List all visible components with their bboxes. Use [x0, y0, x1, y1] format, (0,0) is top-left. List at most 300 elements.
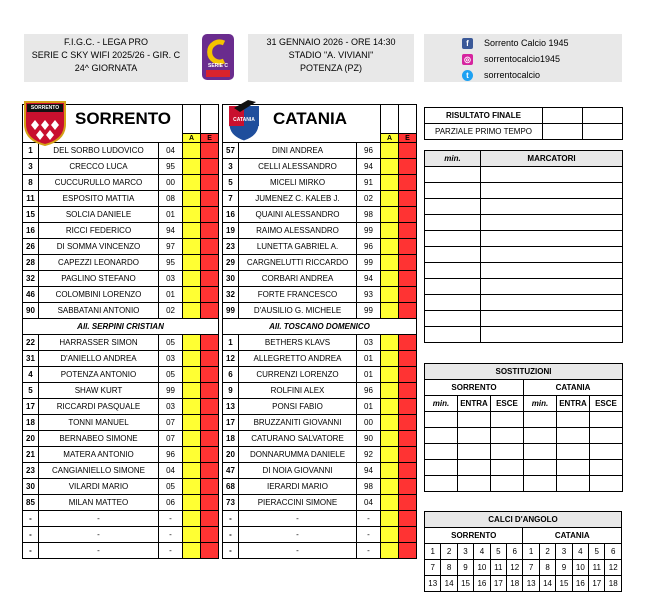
- player-name: TONNI MANUEL: [39, 415, 159, 431]
- red-card-cell[interactable]: [201, 383, 219, 399]
- sub-cell[interactable]: [590, 412, 623, 428]
- home-player-row: [23, 367, 219, 383]
- home-player-row: [23, 447, 219, 463]
- yellow-card-cell[interactable]: [183, 159, 201, 175]
- player-birth-year: 03: [159, 271, 183, 287]
- social-twitter[interactable]: t sorrentocalcio: [462, 67, 622, 83]
- away-corner-cell[interactable]: 7: [523, 560, 539, 576]
- yellow-card-cell[interactable]: [381, 415, 399, 431]
- sub-cell[interactable]: [425, 412, 458, 428]
- away-corner-cell[interactable]: 16: [572, 576, 588, 592]
- scorer-name-cell[interactable]: [481, 167, 623, 183]
- away-corner-cell[interactable]: 12: [605, 560, 622, 576]
- scorer-row: [425, 263, 623, 279]
- player-birth-year: 96: [357, 383, 381, 399]
- player-name: MICELI MIRKO: [239, 175, 357, 191]
- scorer-name-cell[interactable]: [481, 183, 623, 199]
- yellow-card-cell[interactable]: [183, 415, 201, 431]
- player-name: D'AUSILIO G. MICHELE: [239, 303, 357, 319]
- home-corner-cell[interactable]: 12: [507, 560, 523, 576]
- player-number: 31: [23, 351, 39, 367]
- red-card-cell[interactable]: [399, 239, 417, 255]
- home-lineup-table: [22, 104, 219, 559]
- away-player-row: [223, 271, 417, 287]
- red-card-cell[interactable]: [399, 255, 417, 271]
- red-card-cell[interactable]: [201, 159, 219, 175]
- scorer-name-cell[interactable]: [481, 215, 623, 231]
- corners-title: CALCI D'ANGOLO: [425, 512, 622, 528]
- red-card-cell[interactable]: [399, 399, 417, 415]
- yellow-card-cell[interactable]: [183, 495, 201, 511]
- home-corner-cell[interactable]: 16: [474, 576, 490, 592]
- red-card-cell[interactable]: [399, 447, 417, 463]
- yellow-card-cell[interactable]: [381, 143, 399, 159]
- red-card-cell[interactable]: [399, 303, 417, 319]
- player-number: 99: [223, 303, 239, 319]
- yellow-card-cell[interactable]: [183, 383, 201, 399]
- player-number: 73: [223, 495, 239, 511]
- red-card-cell[interactable]: [201, 479, 219, 495]
- red-card-cell[interactable]: [399, 143, 417, 159]
- yellow-card-cell[interactable]: [381, 351, 399, 367]
- player-name: ESPOSITO MATTIA: [39, 191, 159, 207]
- scorer-min-cell[interactable]: [425, 231, 481, 247]
- home-player-row: [23, 223, 219, 239]
- player-name: COLOMBINI LORENZO: [39, 287, 159, 303]
- sub-cell[interactable]: [425, 476, 458, 492]
- player-name: CAPEZZI LEONARDO: [39, 255, 159, 271]
- sub-cell[interactable]: [524, 428, 557, 444]
- sub-cell[interactable]: [491, 476, 524, 492]
- red-card-cell[interactable]: [201, 143, 219, 159]
- match-date: 31 GENNAIO 2026 - ORE 14:30: [266, 37, 396, 47]
- red-card-cell[interactable]: [201, 495, 219, 511]
- home-player-row: [23, 351, 219, 367]
- sub-cell[interactable]: [557, 460, 590, 476]
- away-corner-cell[interactable]: 11: [589, 560, 605, 576]
- sub-row: [425, 428, 623, 444]
- scorer-name-cell[interactable]: [481, 199, 623, 215]
- scorer-name-cell[interactable]: [481, 327, 623, 343]
- red-card-cell[interactable]: [201, 287, 219, 303]
- yellow-card-cell[interactable]: [381, 399, 399, 415]
- sub-cell[interactable]: [458, 460, 491, 476]
- scorer-min-cell[interactable]: [425, 279, 481, 295]
- sub-cell[interactable]: [557, 412, 590, 428]
- home-amonizioni-header: A: [183, 134, 201, 143]
- scorer-name-cell[interactable]: [481, 295, 623, 311]
- yellow-card-cell[interactable]: [183, 287, 201, 303]
- league-line-3: 24^ GIORNATA: [74, 63, 138, 73]
- red-card-cell[interactable]: [201, 543, 219, 559]
- red-card-cell[interactable]: [201, 463, 219, 479]
- scorer-min-cell[interactable]: [425, 263, 481, 279]
- player-birth-year: 05: [159, 479, 183, 495]
- social-instagram[interactable]: ◎ sorrentocalcio1945: [464, 54, 561, 64]
- result-half-label: PARZIALE PRIMO TEMPO: [425, 124, 543, 140]
- red-card-cell[interactable]: [399, 527, 417, 543]
- scorer-row: [425, 215, 623, 231]
- home-player-row: [23, 335, 219, 351]
- player-birth-year: 01: [357, 351, 381, 367]
- yellow-card-cell[interactable]: [381, 383, 399, 399]
- scorer-min-cell[interactable]: [425, 327, 481, 343]
- player-number: 30: [223, 271, 239, 287]
- red-card-cell[interactable]: [399, 431, 417, 447]
- player-number: 17: [23, 399, 39, 415]
- red-card-cell[interactable]: [399, 223, 417, 239]
- player-birth-year: 90: [357, 431, 381, 447]
- player-birth-year: 91: [357, 175, 381, 191]
- yellow-card-cell[interactable]: [381, 527, 399, 543]
- red-card-cell[interactable]: [201, 527, 219, 543]
- red-card-cell[interactable]: [399, 191, 417, 207]
- scorer-name-cell[interactable]: [481, 263, 623, 279]
- yellow-card-cell[interactable]: [381, 511, 399, 527]
- subs-home-esce: ESCE: [491, 396, 524, 412]
- home-corner-cell[interactable]: 8: [441, 560, 457, 576]
- red-card-cell[interactable]: [201, 223, 219, 239]
- yellow-card-cell[interactable]: [183, 223, 201, 239]
- player-number: 4: [23, 367, 39, 383]
- home-corner-cell[interactable]: 2: [441, 544, 457, 560]
- sub-cell[interactable]: [458, 412, 491, 428]
- player-birth-year: 98: [357, 207, 381, 223]
- yellow-card-cell[interactable]: [381, 255, 399, 271]
- yellow-card-cell[interactable]: [381, 431, 399, 447]
- player-name: -: [39, 543, 159, 559]
- scorer-name-cell[interactable]: [481, 231, 623, 247]
- red-card-cell[interactable]: [399, 463, 417, 479]
- player-birth-year: 04: [159, 143, 183, 159]
- away-corner-cell[interactable]: 6: [605, 544, 622, 560]
- home-corner-cell[interactable]: 6: [507, 544, 523, 560]
- home-coach: All. SERPINI CRISTIAN: [23, 319, 219, 335]
- away-player-row: [223, 447, 417, 463]
- sub-cell[interactable]: [425, 428, 458, 444]
- yellow-card-cell[interactable]: [183, 431, 201, 447]
- home-team-name: SORRENTO: [23, 105, 183, 134]
- sub-cell[interactable]: [491, 428, 524, 444]
- red-card-cell[interactable]: [201, 335, 219, 351]
- yellow-card-cell[interactable]: [183, 351, 201, 367]
- player-birth-year: 05: [159, 335, 183, 351]
- sub-row: [425, 476, 623, 492]
- player-number: 3: [23, 159, 39, 175]
- player-name: -: [39, 511, 159, 527]
- player-number: 11: [23, 191, 39, 207]
- player-name: FORTE FRANCESCO: [239, 287, 357, 303]
- player-name: RICCI FEDERICO: [39, 223, 159, 239]
- yellow-card-cell[interactable]: [183, 143, 201, 159]
- player-name: QUAINI ALESSANDRO: [239, 207, 357, 223]
- player-number: 3: [223, 159, 239, 175]
- player-birth-year: 95: [159, 255, 183, 271]
- scorer-row: [425, 183, 623, 199]
- yellow-card-cell[interactable]: [183, 335, 201, 351]
- player-name: -: [39, 527, 159, 543]
- red-card-cell[interactable]: [201, 303, 219, 319]
- yellow-card-cell[interactable]: [381, 223, 399, 239]
- yellow-card-cell[interactable]: [381, 287, 399, 303]
- red-card-cell[interactable]: [201, 271, 219, 287]
- yellow-card-cell[interactable]: [381, 207, 399, 223]
- yellow-card-cell[interactable]: [381, 543, 399, 559]
- home-corner-cell[interactable]: 18: [507, 576, 523, 592]
- home-corner-cell[interactable]: 10: [474, 560, 490, 576]
- yellow-card-cell[interactable]: [183, 543, 201, 559]
- home-corner-cell[interactable]: 17: [490, 576, 506, 592]
- home-corner-cell[interactable]: 14: [441, 576, 457, 592]
- player-birth-year: 93: [357, 287, 381, 303]
- away-player-row: [223, 543, 417, 559]
- scorer-min-cell[interactable]: [425, 167, 481, 183]
- yellow-card-cell[interactable]: [183, 271, 201, 287]
- player-name: JUMENEZ C. KALEB J.: [239, 191, 357, 207]
- scorer-min-cell[interactable]: [425, 183, 481, 199]
- home-corner-cell[interactable]: 1: [425, 544, 441, 560]
- red-card-cell[interactable]: [201, 415, 219, 431]
- home-player-row: [23, 399, 219, 415]
- away-corner-cell[interactable]: 5: [589, 544, 605, 560]
- result-final-label: RISULTATO FINALE: [425, 108, 543, 124]
- red-card-cell[interactable]: [399, 175, 417, 191]
- scorer-name-cell[interactable]: [481, 247, 623, 263]
- sub-cell[interactable]: [524, 444, 557, 460]
- away-corner-cell[interactable]: 9: [556, 560, 572, 576]
- yellow-card-cell[interactable]: [381, 159, 399, 175]
- away-player-row: [223, 415, 417, 431]
- sub-cell[interactable]: [425, 444, 458, 460]
- subs-title: SOSTITUZIONI: [425, 364, 623, 380]
- home-corner-cell[interactable]: 15: [457, 576, 473, 592]
- red-card-cell[interactable]: [201, 239, 219, 255]
- away-corner-cell[interactable]: 13: [523, 576, 539, 592]
- player-birth-year: 04: [357, 495, 381, 511]
- player-number: 57: [223, 143, 239, 159]
- red-card-cell[interactable]: [399, 367, 417, 383]
- yellow-card-cell[interactable]: [183, 239, 201, 255]
- yellow-card-cell[interactable]: [381, 191, 399, 207]
- away-player-row: [223, 399, 417, 415]
- yellow-card-cell[interactable]: [381, 367, 399, 383]
- sub-cell[interactable]: [458, 444, 491, 460]
- player-name: DEL SORBO LUDOVICO: [39, 143, 159, 159]
- home-corner-cell[interactable]: 7: [425, 560, 441, 576]
- yellow-card-cell[interactable]: [183, 175, 201, 191]
- yellow-card-cell[interactable]: [183, 303, 201, 319]
- scorer-min-cell[interactable]: [425, 199, 481, 215]
- player-number: 23: [23, 463, 39, 479]
- scorer-min-cell[interactable]: [425, 215, 481, 231]
- yellow-card-cell[interactable]: [381, 495, 399, 511]
- yellow-card-cell[interactable]: [381, 463, 399, 479]
- player-birth-year: 92: [357, 447, 381, 463]
- scorer-row: [425, 247, 623, 263]
- yellow-card-cell[interactable]: [183, 399, 201, 415]
- red-card-cell[interactable]: [399, 415, 417, 431]
- player-name: ROLFINI ALEX: [239, 383, 357, 399]
- player-name: CANGIANIELLO SIMONE: [39, 463, 159, 479]
- away-espulsioni-header: E: [399, 134, 417, 143]
- sub-row: [425, 412, 623, 428]
- player-name: POTENZA ANTONIO: [39, 367, 159, 383]
- home-player-row: [23, 527, 219, 543]
- player-name: CATURANO SALVATORE: [239, 431, 357, 447]
- yellow-card-cell[interactable]: [183, 207, 201, 223]
- yellow-card-cell[interactable]: [183, 447, 201, 463]
- away-corner-cell[interactable]: 4: [572, 544, 588, 560]
- red-card-cell[interactable]: [399, 271, 417, 287]
- yellow-card-cell[interactable]: [183, 367, 201, 383]
- subs-away-esce: ESCE: [590, 396, 623, 412]
- yellow-card-cell[interactable]: [183, 463, 201, 479]
- sub-cell[interactable]: [491, 412, 524, 428]
- sub-cell[interactable]: [458, 428, 491, 444]
- sub-cell[interactable]: [491, 444, 524, 460]
- corner-row: [425, 576, 622, 592]
- red-card-cell[interactable]: [201, 207, 219, 223]
- scorer-min-cell[interactable]: [425, 247, 481, 263]
- player-birth-year: 94: [357, 159, 381, 175]
- player-name: IERARDI MARIO: [239, 479, 357, 495]
- yellow-card-cell[interactable]: [183, 479, 201, 495]
- away-player-row: [223, 351, 417, 367]
- home-corner-cell[interactable]: 9: [457, 560, 473, 576]
- scorer-name-cell[interactable]: [481, 311, 623, 327]
- sub-cell[interactable]: [425, 460, 458, 476]
- red-card-cell[interactable]: [399, 335, 417, 351]
- home-corner-cell[interactable]: 3: [457, 544, 473, 560]
- player-name: BERNABEO SIMONE: [39, 431, 159, 447]
- away-team-panel: [222, 104, 416, 559]
- away-corner-cell[interactable]: 15: [556, 576, 572, 592]
- yellow-card-cell[interactable]: [381, 479, 399, 495]
- subs-away-team: CATANIA: [524, 380, 623, 396]
- red-card-cell[interactable]: [201, 255, 219, 271]
- player-name: DI NOIA GIOVANNI: [239, 463, 357, 479]
- player-number: 28: [23, 255, 39, 271]
- home-player-row: [23, 431, 219, 447]
- sub-cell[interactable]: [524, 476, 557, 492]
- red-card-cell[interactable]: [201, 447, 219, 463]
- home-corner-cell[interactable]: 11: [490, 560, 506, 576]
- yellow-card-cell[interactable]: [381, 335, 399, 351]
- facebook-icon: f: [462, 38, 473, 49]
- home-corner-cell[interactable]: 4: [474, 544, 490, 560]
- away-player-row: [223, 479, 417, 495]
- sub-cell[interactable]: [491, 460, 524, 476]
- away-corner-cell[interactable]: 10: [572, 560, 588, 576]
- away-corner-cell[interactable]: 14: [539, 576, 555, 592]
- sub-cell[interactable]: [590, 428, 623, 444]
- sub-cell[interactable]: [524, 460, 557, 476]
- red-card-cell[interactable]: [201, 399, 219, 415]
- player-birth-year: -: [159, 511, 183, 527]
- yellow-card-cell[interactable]: [381, 271, 399, 287]
- yellow-card-cell[interactable]: [183, 191, 201, 207]
- player-name: DI SOMMA VINCENZO: [39, 239, 159, 255]
- red-card-cell[interactable]: [399, 511, 417, 527]
- home-player-row: [23, 383, 219, 399]
- red-card-cell[interactable]: [399, 479, 417, 495]
- red-card-cell[interactable]: [201, 191, 219, 207]
- red-card-cell[interactable]: [399, 495, 417, 511]
- red-card-cell[interactable]: [399, 351, 417, 367]
- away-corner-cell[interactable]: 8: [539, 560, 555, 576]
- player-name: LUNETTA GABRIEL A.: [239, 239, 357, 255]
- home-corner-cell[interactable]: 13: [425, 576, 441, 592]
- player-birth-year: 03: [159, 399, 183, 415]
- player-name: D'ANIELLO ANDREA: [39, 351, 159, 367]
- subs-away-entra: ENTRA: [557, 396, 590, 412]
- away-corner-cell[interactable]: 18: [605, 576, 622, 592]
- red-card-cell[interactable]: [201, 175, 219, 191]
- red-card-cell[interactable]: [201, 367, 219, 383]
- player-birth-year: 98: [357, 479, 381, 495]
- away-corner-cell[interactable]: 1: [523, 544, 539, 560]
- red-card-cell[interactable]: [201, 431, 219, 447]
- player-name: CURRENZI LORENZO: [239, 367, 357, 383]
- red-card-cell[interactable]: [399, 159, 417, 175]
- away-corner-cell[interactable]: 3: [556, 544, 572, 560]
- yellow-card-cell[interactable]: [183, 527, 201, 543]
- social-facebook[interactable]: f Sorrento Calcio 1945: [462, 35, 622, 51]
- player-name: BRUZZANITI GIOVANNI: [239, 415, 357, 431]
- scorer-min-cell[interactable]: [425, 295, 481, 311]
- corners-away-team: CATANIA: [523, 528, 622, 544]
- red-card-cell[interactable]: [201, 511, 219, 527]
- red-card-cell[interactable]: [399, 207, 417, 223]
- sub-cell[interactable]: [458, 476, 491, 492]
- sub-cell[interactable]: [590, 460, 623, 476]
- yellow-card-cell[interactable]: [381, 303, 399, 319]
- player-name: -: [239, 511, 357, 527]
- yellow-card-cell[interactable]: [381, 175, 399, 191]
- away-player-row: [223, 287, 417, 303]
- away-player-row: [223, 463, 417, 479]
- red-card-cell[interactable]: [399, 543, 417, 559]
- scorers-table: [424, 150, 623, 343]
- sub-cell[interactable]: [590, 476, 623, 492]
- player-birth-year: 02: [159, 303, 183, 319]
- sub-cell[interactable]: [524, 412, 557, 428]
- scorer-min-cell[interactable]: [425, 311, 481, 327]
- away-corner-cell[interactable]: 17: [589, 576, 605, 592]
- player-number: 29: [223, 255, 239, 271]
- sub-cell[interactable]: [557, 428, 590, 444]
- scorer-name-cell[interactable]: [481, 279, 623, 295]
- red-card-cell[interactable]: [399, 287, 417, 303]
- yellow-card-cell[interactable]: [183, 511, 201, 527]
- yellow-card-cell[interactable]: [381, 239, 399, 255]
- red-card-cell[interactable]: [399, 383, 417, 399]
- yellow-card-cell[interactable]: [381, 447, 399, 463]
- player-birth-year: 95: [159, 159, 183, 175]
- red-card-cell[interactable]: [201, 351, 219, 367]
- player-birth-year: 94: [357, 271, 381, 287]
- away-corner-cell[interactable]: 2: [539, 544, 555, 560]
- player-birth-year: 07: [159, 415, 183, 431]
- subs-away-min: min.: [524, 396, 557, 412]
- sub-cell[interactable]: [557, 444, 590, 460]
- sub-cell[interactable]: [590, 444, 623, 460]
- home-corner-cell[interactable]: 5: [490, 544, 506, 560]
- yellow-card-cell[interactable]: [183, 255, 201, 271]
- away-player-row: [223, 303, 417, 319]
- home-player-row: [23, 303, 219, 319]
- sub-cell[interactable]: [557, 476, 590, 492]
